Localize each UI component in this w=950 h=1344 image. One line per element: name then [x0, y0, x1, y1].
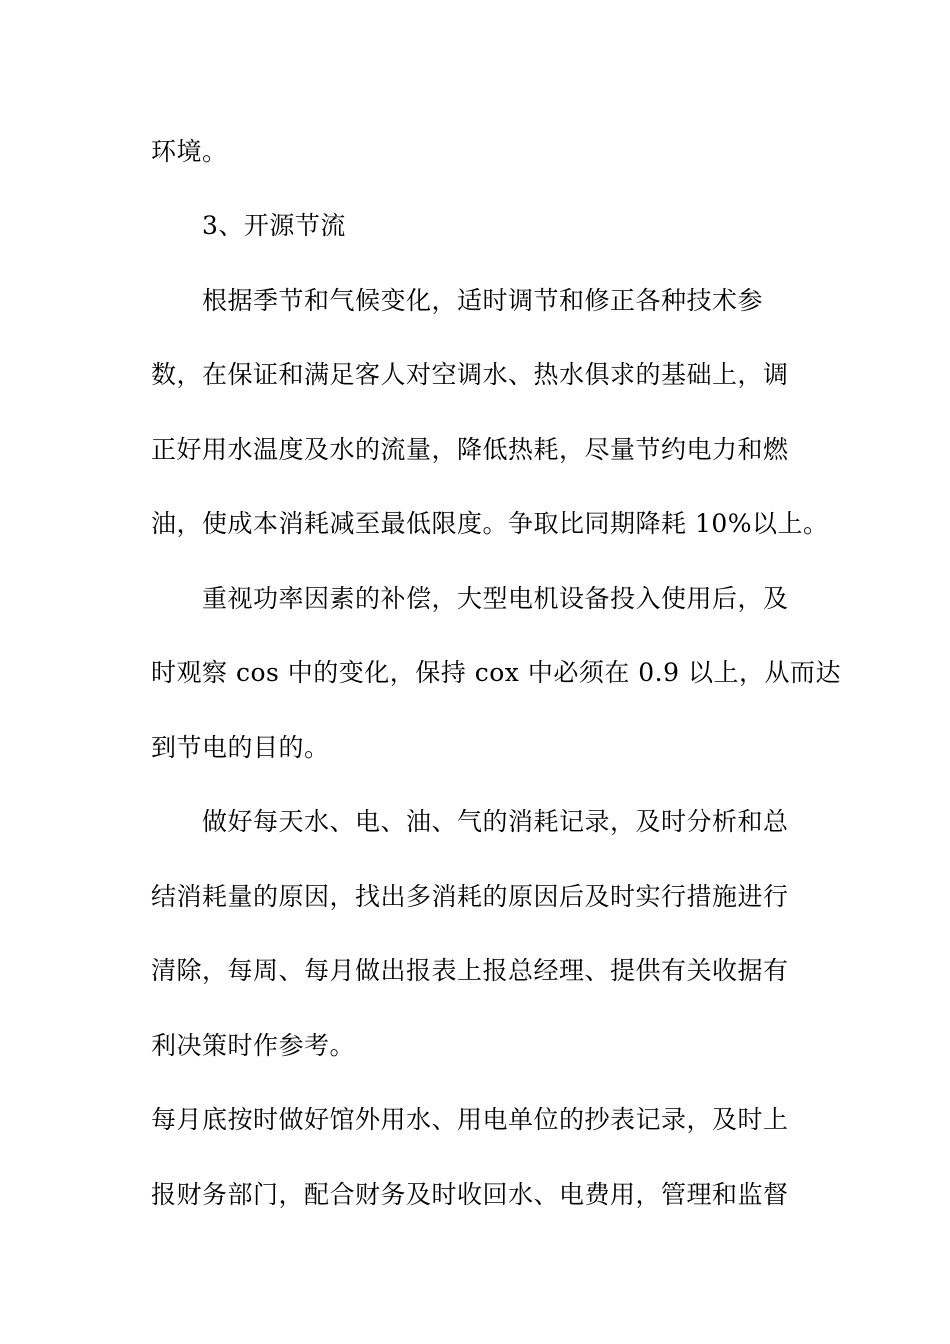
section-heading: 3、开源节流	[202, 211, 346, 240]
text-line: 数，在保证和满足客人对空调水、热水俱求的基础上，调	[151, 360, 789, 389]
text-line: 环境。	[151, 137, 228, 166]
text-line: 报财务部门，配合财务及时收回水、电费用，管理和监督	[151, 1180, 789, 1209]
text-line: 做好每天水、电、油、气的消耗记录，及时分析和总	[202, 807, 789, 836]
text-line: 时观察 cos 中的变化，保持 cox 中必须在 0.9 以上，从而达	[151, 658, 841, 687]
text-line: 正好用水温度及水的流量，降低热耗，尽量节约电力和燃	[151, 435, 789, 464]
text-line: 重视功率因素的补偿，大型电机设备投入使用后，及	[202, 584, 789, 613]
text-line: 清除，每周、每月做出报表上报总经理、提供有关收据有	[151, 956, 789, 985]
text-line: 每月底按时做好馆外用水、用电单位的抄表记录，及时上	[151, 1105, 789, 1134]
text-line: 结消耗量的原因，找出多消耗的原因后及时实行措施进行	[151, 882, 789, 911]
text-line: 油，使成本消耗减至最低限度。争取比同期降耗 10%以上。	[151, 509, 829, 538]
text-line: 利决策时作参考。	[151, 1031, 356, 1060]
text-line: 到节电的目的。	[151, 733, 330, 762]
text-line: 根据季节和气候变化，适时调节和修正各种技术参	[202, 286, 764, 315]
